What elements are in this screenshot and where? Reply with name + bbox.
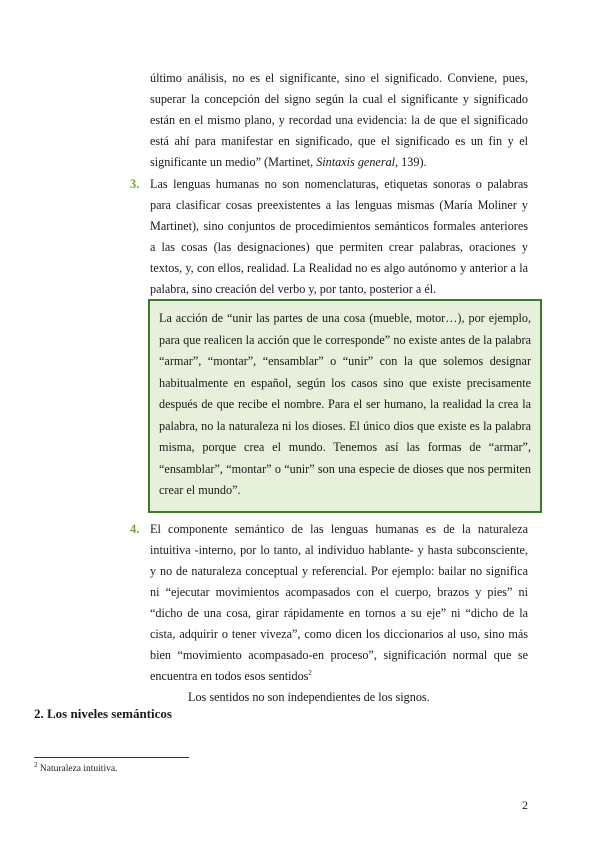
footnote-marker: 2 bbox=[34, 760, 38, 769]
paragraph-citation-end: , 139). bbox=[395, 155, 427, 169]
highlight-box bbox=[148, 299, 542, 513]
list-item-4-body: El componente semántico de las lenguas humanas es de la naturaleza intuitiva -interno, por lo tanto, al individuo hablante- y hasta subconsciente, y no de naturaleza conceptual y referencial. Por ejemplo: bailar no significa ni “ejecutar movimientos acompasados con el cuerpo, brazos y pies” ni “dicho de una cosa, girar rápidamente en tornos a su eje” ni “dicho de la cista, adquirir o tener viveza”, como dicen los diccionarios al uso, sino más bien “movimiento acompasado-en proceso”, significación normal que se encuentra en todos esos sentidos bbox=[150, 522, 528, 683]
footnote-text: Naturaleza intuitiva. bbox=[39, 764, 118, 774]
standalone-sentence: Los sentidos no son independientes de los signos. bbox=[188, 690, 430, 704]
highlight-box-text: La acción de “unir las partes de una cosa (mueble, motor…), por ejemplo, para que realicen la acción que le corresponde” no existe antes de la palabra “armar”, “montar”, “ensamblar” o “unir” con la que solemos designar habitualmente en español, según los casos sino que existe precisamente después de que recibe el nombre. Para el ser humano, la realidad la crea la palabra, no la naturaleza ni los dioses. El único dios que existe es la palabra misma, porque crea el mundo. Tenemos así las formas de “armar”, “ensamblar”, “montar” o “unir” son una especie de dioses que nos permiten crear el mundo”. bbox=[159, 311, 531, 497]
footnote-reference[interactable]: 2 bbox=[308, 668, 312, 677]
page-number: 2 bbox=[522, 798, 528, 812]
list-number-3: 3. bbox=[130, 177, 140, 191]
list-number-4: 4. bbox=[130, 522, 140, 536]
list-item-4-text bbox=[150, 519, 528, 687]
footnote bbox=[34, 760, 118, 774]
list-item-3-text: Las lenguas humanas no son nomenclaturas, etiquetas sonoras o palabras para clasificar cosas preexistentes a las lenguas mismas (María Moliner y Martinet), sino conjuntos de procedimientos semánticos formales anteriores a las cosas (las designaciones) que permiten crear palabras, oraciones y textos, y, con ellos, realidad. La Realidad no es algo autónomo y anterior a la palabra, sino creación del verbo y, por tanto, posterior a él. bbox=[150, 177, 528, 296]
continued-paragraph bbox=[150, 68, 528, 173]
paragraph-text: último análisis, no es el significante, sino el significado. Conviene, pues, superar la concepción del signo según la cual el significante y significado están en el mismo plano, y recordad una evidencia: la de que el significado está ahí para manifestar en significado, que el significado es un fin y el significante un medio” (Martinet, bbox=[150, 71, 528, 169]
section-heading: 2. Los niveles semánticos bbox=[34, 706, 172, 721]
footnote-separator bbox=[34, 757, 189, 758]
book-title: Sintaxis general bbox=[316, 155, 396, 169]
